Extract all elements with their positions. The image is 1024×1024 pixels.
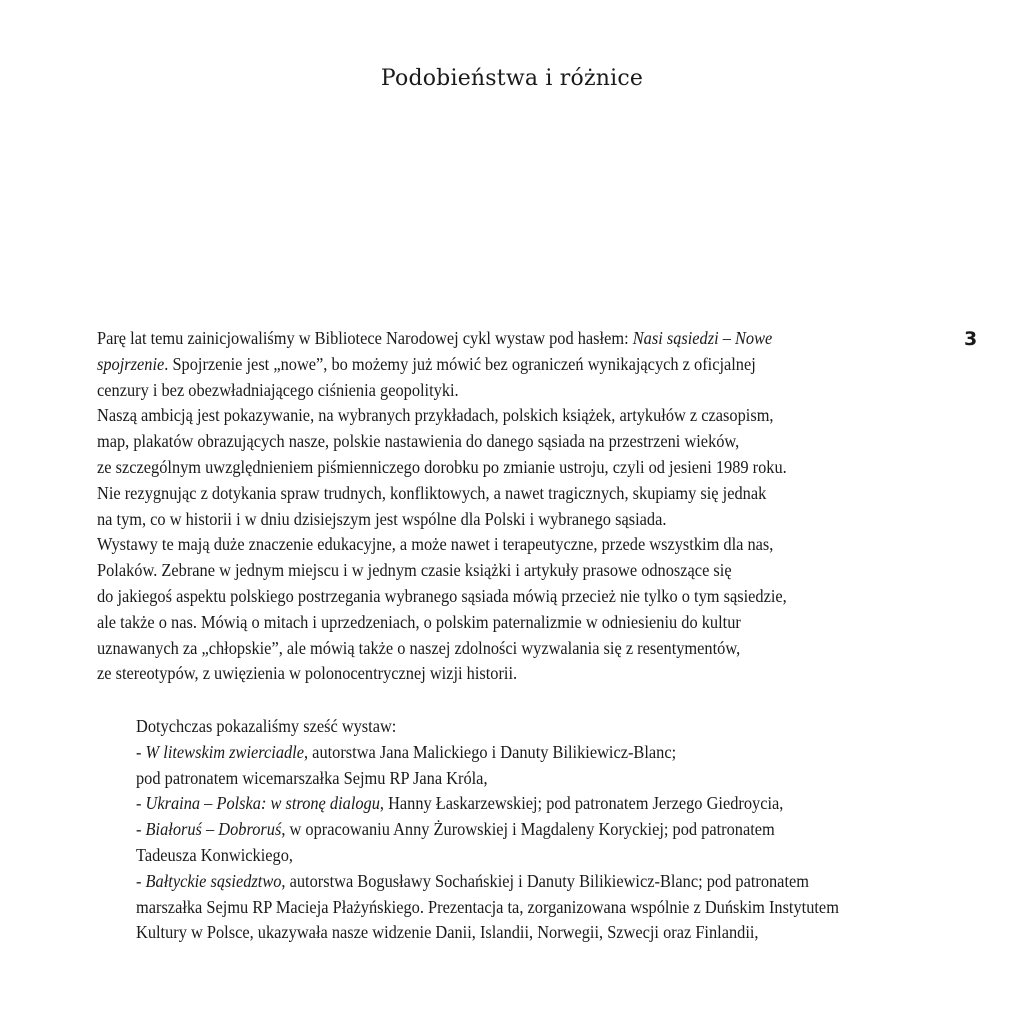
text-run: marszałka Sejmu RP Macieja Płażyńskiego. Prezentacja ta, zorganizowana wspólnie z Duńskim Instytutem [136, 896, 839, 917]
text-line [136, 766, 936, 792]
text-run: ze stereotypów, z uwięzienia w polonocentrycznej wizji historii. [97, 663, 518, 684]
text-run: ze szczególnym uwzględnieniem piśmienniczego dorobku po zmianie ustroju, czyli od jesieni 1989 roku. [97, 456, 787, 477]
text-line [136, 843, 936, 869]
text-line [97, 429, 878, 455]
italic-title: Ukraina – Polska: w stronę dialogu [145, 793, 380, 814]
text-line [97, 584, 878, 610]
text-line [97, 403, 878, 429]
text-run: , autorstwa Bogusławy Sochańskiej i Danuty Bilikiewicz-Blanc; pod patronatem [281, 870, 809, 891]
exhibitions-list [136, 714, 936, 946]
text-run: , Hanny Łaskarzewskiej; pod patronatem Jerzego Giedroycia, [379, 793, 784, 814]
text-run: cenzury i bez obezwładniającego ciśnienia geopolityki. [97, 379, 459, 400]
text-run: - [136, 793, 146, 814]
text-line [97, 507, 878, 533]
text-run: ale także o nas. Mówią o mitach i uprzedzeniach, o polskim paternalizmie w odniesieniu do kultur [97, 611, 741, 632]
text-run: Wystawy te mają duże znaczenie edukacyjne, a może nawet i terapeutyczne, przede wszystkim dla nas, [97, 534, 774, 555]
text-line [97, 455, 878, 481]
text-line [136, 895, 936, 921]
text-run: , autorstwa Jana Malickiego i Danuty Bilikiewicz-Blanc; [303, 741, 677, 762]
text-line [97, 558, 878, 584]
text-line [97, 326, 878, 352]
italic-title: W litewskim zwierciadle [145, 741, 304, 762]
text-run: do jakiegoś aspektu polskiego postrzegania wybranego sąsiada mówią przecież nie tylko o tym sąsiedzie, [97, 585, 787, 606]
page-title: Podobieństwa i różnice [380, 66, 644, 91]
intro-paragraphs [97, 326, 878, 687]
text-run: uznawanych za „chłopskie”, ale mówią także o naszej zdolności wyzwalania się z resentymentów, [97, 637, 741, 658]
text-run: . Spojrzenie jest „nowe”, bo możemy już mówić bez ograniczeń wynikających z oficjalnej [164, 353, 756, 374]
text-line [97, 481, 878, 507]
text-run: Tadeusza Konwickiego, [136, 844, 293, 865]
italic-title: Białoruś – Dobroruś [145, 819, 282, 840]
text-line [136, 869, 936, 895]
text-run: Nie rezygnując z dotykania spraw trudnych, konfliktowych, a nawet tragicznych, skupiamy się jednak [97, 482, 767, 503]
text-run: pod patronatem wicemarszałka Sejmu RP Jana Króla, [136, 767, 488, 788]
text-line [136, 791, 936, 817]
text-line [97, 378, 878, 404]
text-run: Parę lat temu zainicjowaliśmy w Bibliotece Narodowej cykl wystaw pod hasłem: [97, 328, 633, 348]
text-line [97, 661, 878, 687]
italic-title: spojrzenie [97, 353, 165, 374]
text-run: - [136, 741, 146, 762]
text-run: na tym, co w historii i w dniu dzisiejszym jest wspólne dla Polski i wybranego sąsiada. [97, 508, 667, 529]
text-run: Dotychczas pokazaliśmy sześć wystaw: [136, 716, 397, 736]
text-line [136, 817, 936, 843]
text-line [97, 352, 878, 378]
text-line [136, 714, 936, 740]
italic-title: Nasi sąsiedzi – Nowe [632, 328, 773, 348]
text-run: Kultury w Polsce, ukazywała nasze widzenie Danii, Islandii, Norwegii, Szwecji oraz Finlandii, [136, 922, 759, 943]
text-line [136, 740, 936, 766]
text-line [136, 920, 936, 946]
text-line [97, 636, 878, 662]
text-run: Polaków. Zebrane w jednym miejscu i w jednym czasie książki i artykuły prasowe odnoszące się [97, 560, 732, 581]
text-run: , w opracowaniu Anny Żurowskiej i Magdaleny Koryckiej; pod patronatem [281, 819, 775, 840]
text-line [97, 610, 878, 636]
text-run: Naszą ambicją jest pokazywanie, na wybranych przykładach, polskich książek, artykułów z czasopism, [97, 405, 774, 426]
text-run: - [136, 870, 146, 891]
page-number: 3 [964, 328, 978, 350]
text-run: - [136, 819, 146, 840]
italic-title: Bałtyckie sąsiedztwo [145, 870, 282, 891]
text-run: map, plakatów obrazujących nasze, polskie nastawienia do danego sąsiada na przestrzeni wieków, [97, 431, 740, 452]
text-line [97, 532, 878, 558]
